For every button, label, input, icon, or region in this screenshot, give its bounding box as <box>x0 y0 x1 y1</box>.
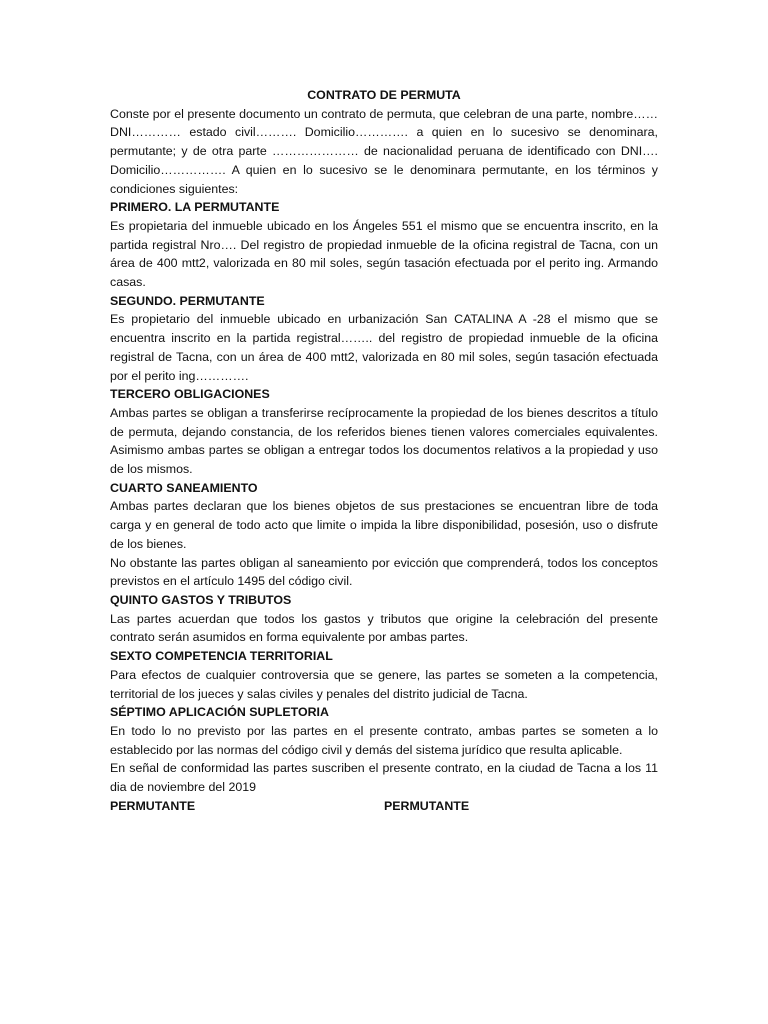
section-heading-quinto: QUINTO GASTOS Y TRIBUTOS <box>110 592 292 607</box>
section-paragraph-segundo: Es propietario del inmueble ubicado en urbanización San CATALINA A -28 el mismo que se encuentra inscrito en la partida registral…….. del registro de propiedad inmueble de la oficina registral de Tacna, con un área de 400 mtt2, valorizada en 80 mil soles, según tasación efectuada por el perito ing…………. <box>110 312 658 383</box>
section-heading-tercero: TERCERO OBLIGACIONES <box>110 387 270 402</box>
section-paragraph-primero: Es propietaria del inmueble ubicado en los Ángeles 551 el mismo que se encuentra inscrito, en la partida registral Nro…. Del registro de propiedad inmueble de la oficina registral de Tacna, con un área de 400 mtt2, valorizada en 80 mil soles, según tasación efectuada por el perito ing. Armando casas. <box>110 218 658 290</box>
section-heading-septimo: SÉPTIMO APLICACIÓN SUPLETORIA <box>110 705 329 720</box>
closing-paragraph: En señal de conformidad las partes suscriben el presente contrato, en la ciudad de Tacna a los 11 dia de noviembre del 2019 <box>110 761 658 795</box>
document-title: CONTRATO DE PERMUTA <box>307 88 461 102</box>
section-heading-cuarto: CUARTO SANEAMIENTO <box>110 480 258 495</box>
section-paragraph-quinto: Las partes acuerdan que todos los gastos y tributos que origine la celebración del presente contrato serán asumidos en forma equivalente por ambas partes. <box>110 611 658 645</box>
section-paragraph-septimo: En todo lo no previsto por las partes en el presente contrato, ambas partes se someten a lo establecido por las normas del código civil y demás del sistema jurídico que resulta aplicable. <box>110 723 658 757</box>
section-heading-primero: PRIMERO. LA PERMUTANTE <box>110 200 280 215</box>
section-paragraph-sexto: Para efectos de cualquier controversia que se genere, las partes se someten a la competencia, territorial de los jueces y salas civiles y penales del distrito judicial de Tacna. <box>110 667 658 701</box>
section-paragraph-cuarto-1: Ambas partes declaran que los bienes objetos de sus prestaciones se encuentran libre de toda carga y en general de todo acto que limite o impida la libre disponibilidad, posesión, uso o disfrute de los bienes. <box>110 499 658 551</box>
section-heading-segundo: SEGUNDO. PERMUTANTE <box>110 293 265 308</box>
section-heading-sexto: SEXTO COMPETENCIA TERRITORIAL <box>110 649 333 664</box>
signature-label-left: PERMUTANTE <box>110 798 196 813</box>
signature-label-right: PERMUTANTE <box>384 798 470 813</box>
signature-block <box>110 797 658 816</box>
intro-paragraph: Conste por el presente documento un contrato de permuta, que celebran de una parte, nombre…… DNI………… estado civil………. Domicilio…………. a quien en lo sucesivo se denominara, permutante; y de otra parte ………………… de nacionalidad peruana de identificado con DNI…. Domicilio……………. A quien en lo sucesivo se le denominara permutante, en los términos y condiciones siguientes: <box>110 106 658 196</box>
section-paragraph-tercero: Ambas partes se obligan a transferirse recíprocamente la propiedad de los bienes descritos a título de permuta, dejando constancia, de los referidos bienes tienen valores comerciales equivalentes. Asimismo ambas partes se obligan a entregar todos los documentos relativos a la propiedad y uso de los mismos. <box>110 405 658 477</box>
section-paragraph-cuarto-2: No obstante las partes obligan al saneamiento por evicción que comprenderá, todos los conceptos previstos en el artículo 1495 del código civil. <box>110 555 658 589</box>
document-page <box>110 86 658 815</box>
